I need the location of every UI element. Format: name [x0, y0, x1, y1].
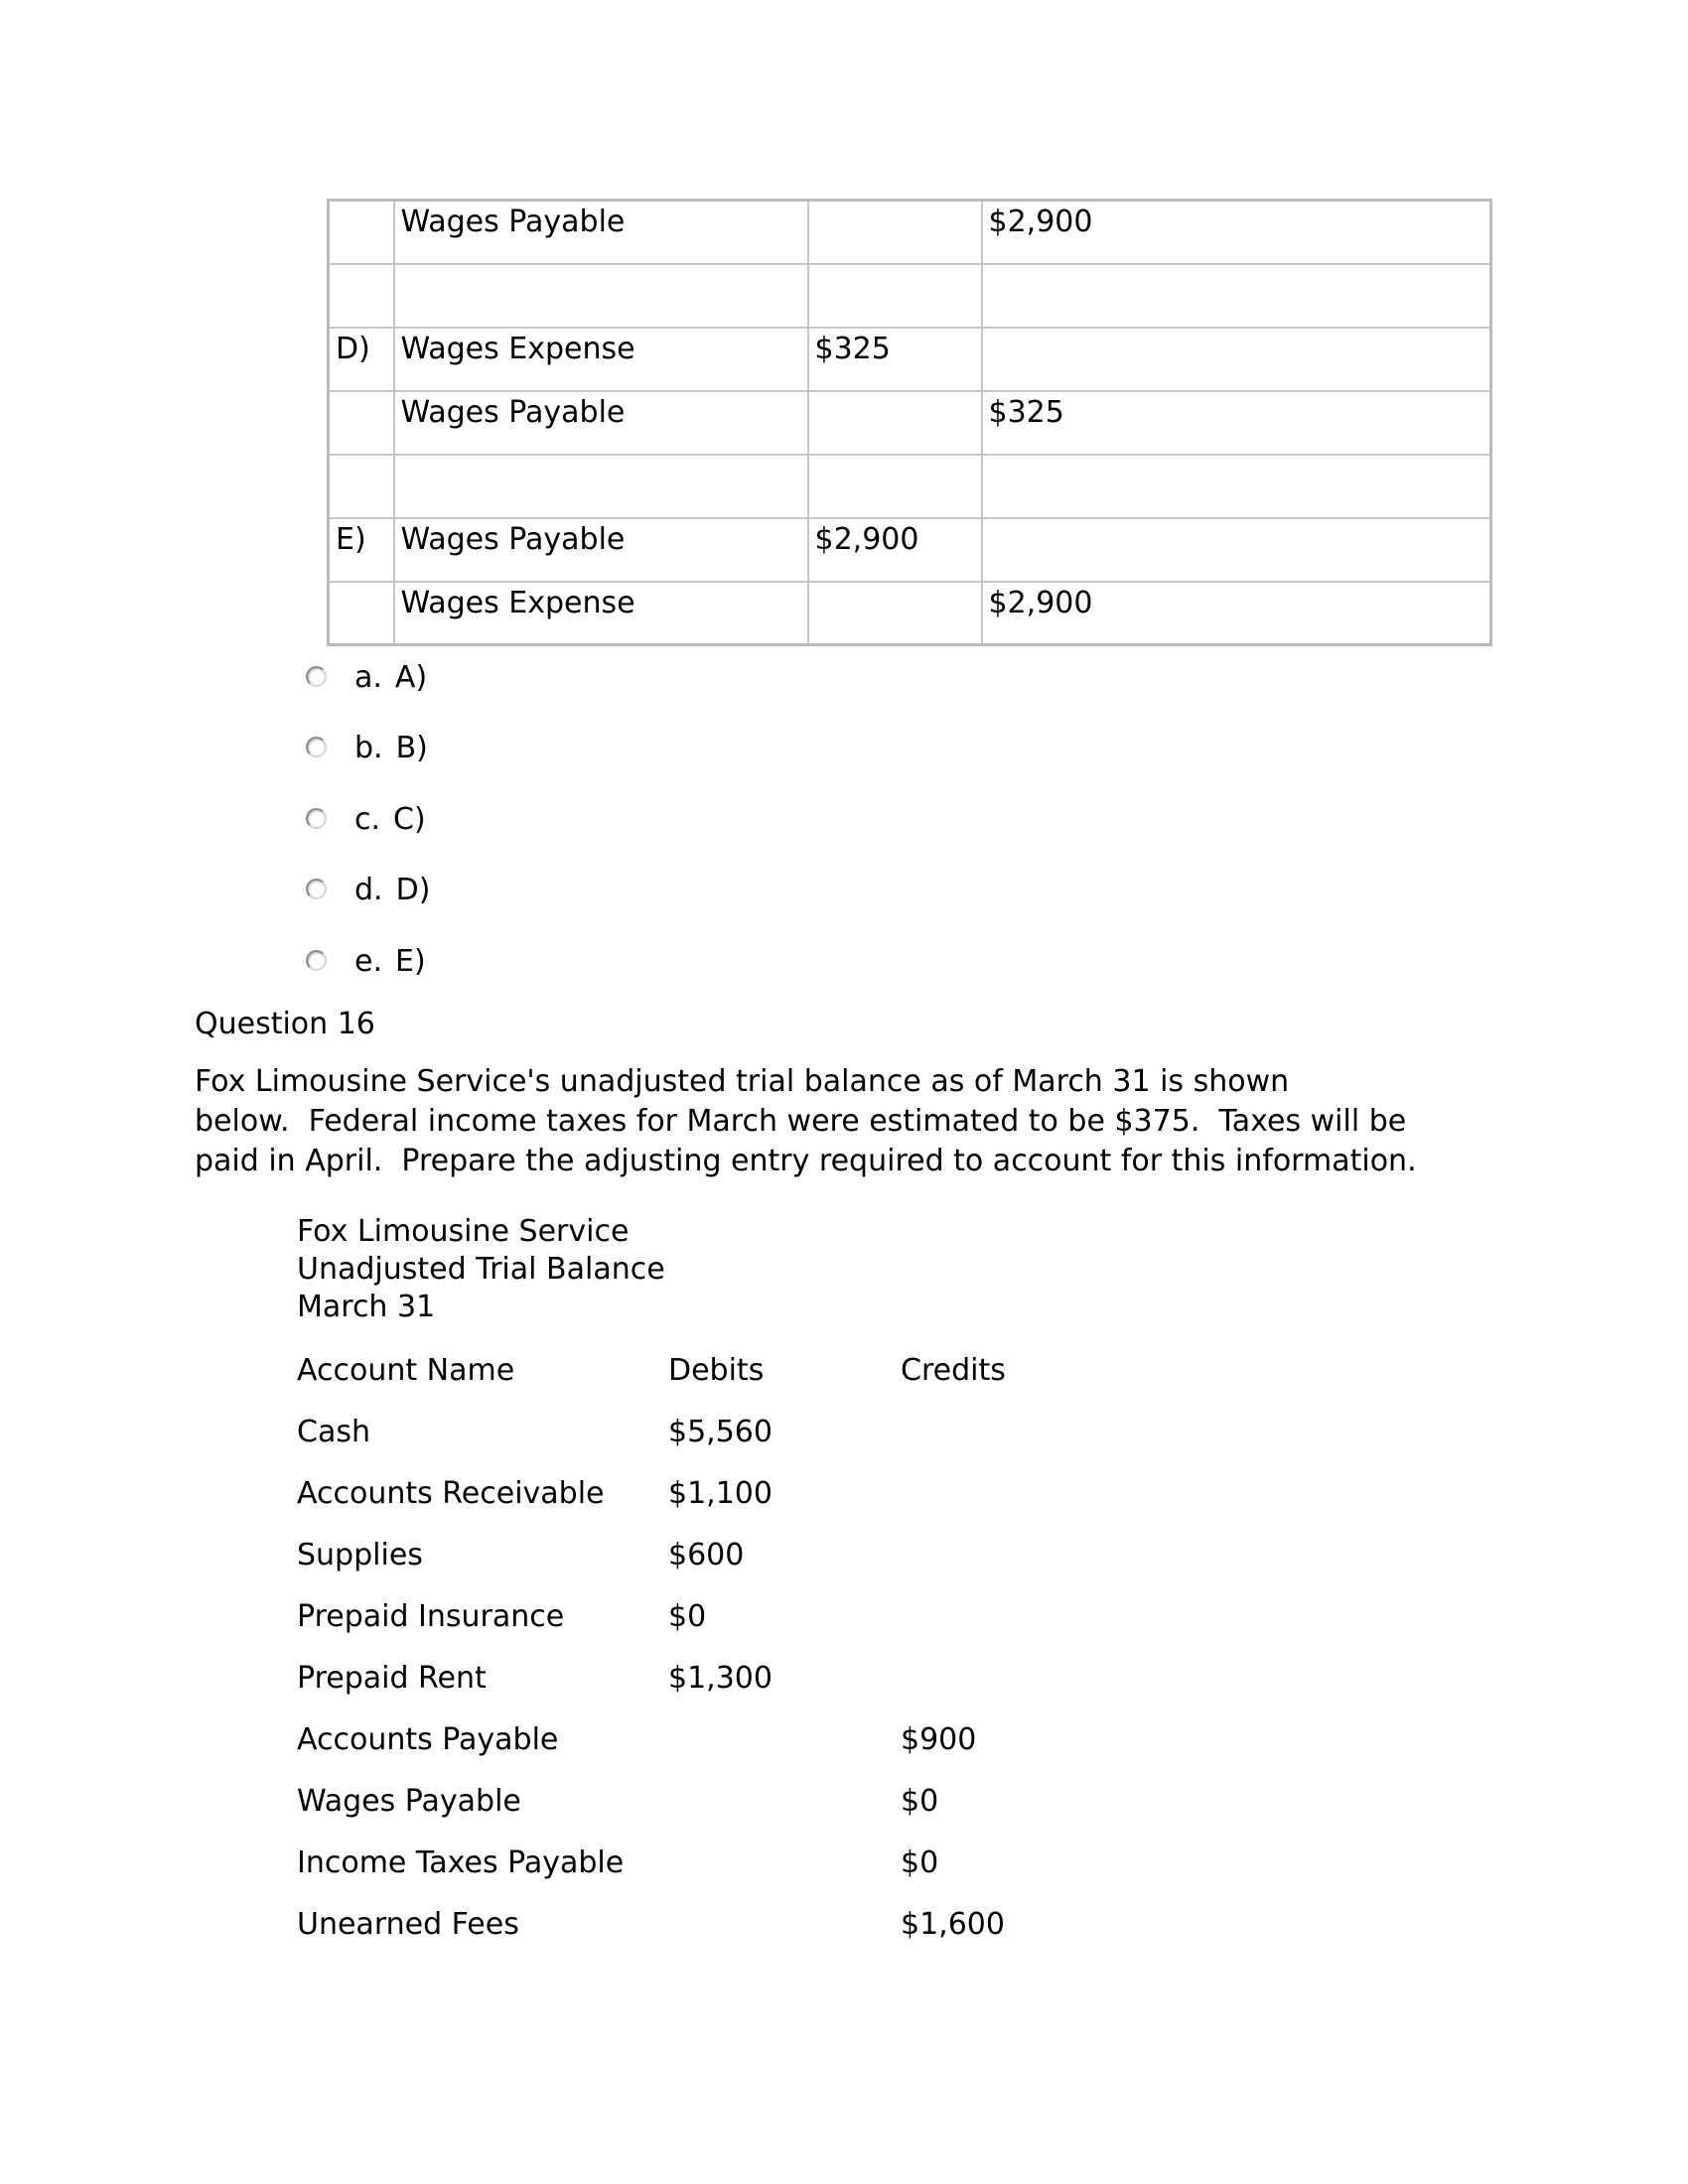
journal-cell-account [394, 264, 808, 328]
question-text [195, 1062, 1417, 1181]
table-row [329, 391, 1491, 455]
radio-button-option-b[interactable] [306, 737, 327, 757]
tb-col-credits: Credits [901, 1353, 1006, 1388]
trial-balance-company: Fox Limousine Service [297, 1214, 630, 1249]
tb-col-debits: Debits [668, 1353, 765, 1388]
tb-debit: $5,560 [668, 1415, 773, 1449]
tb-debit: $0 [668, 1599, 707, 1634]
table-row [329, 201, 1491, 264]
tb-row-cash [297, 1415, 1389, 1476]
tb-credit: $0 [901, 1784, 939, 1819]
tb-credit: $0 [901, 1845, 939, 1880]
journal-cell-debit: $2,900 [808, 518, 982, 582]
tb-account: Cash [297, 1415, 370, 1449]
option-label: E) [395, 944, 426, 979]
journal-cell-account [394, 455, 808, 518]
journal-cell-credit: $2,900 [982, 201, 1491, 264]
option-letter: b. [354, 731, 383, 765]
journal-cell-account: Wages Expense [394, 328, 808, 391]
tb-account: Supplies [297, 1538, 423, 1572]
trial-balance-statement: Unadjusted Trial Balance [297, 1252, 665, 1287]
journal-cell-credit: $325 [982, 391, 1491, 455]
option-label: B) [395, 731, 428, 765]
tb-credit: $1,600 [901, 1907, 1005, 1942]
option-letter: c. [354, 802, 381, 837]
tb-row-accounts-receivable [297, 1476, 1389, 1538]
answer-option-b [306, 731, 428, 766]
journal-cell-debit [808, 391, 982, 455]
trial-balance-table [297, 1353, 1389, 1969]
journal-cell-option-label [329, 582, 394, 645]
answer-option-c [306, 802, 426, 838]
tb-account: Prepaid Rent [297, 1661, 487, 1696]
option-letter: e. [354, 944, 382, 979]
question-text-line: paid in April. Prepare the adjusting entry required to account for this information. [195, 1144, 1417, 1178]
tb-row-prepaid-rent [297, 1661, 1389, 1722]
journal-cell-debit: $325 [808, 328, 982, 391]
radio-button-option-e[interactable] [306, 950, 327, 971]
option-letter: d. [354, 873, 383, 907]
answer-option-a [306, 660, 427, 696]
journal-cell-option-label: E) [329, 518, 394, 582]
tb-account: Prepaid Insurance [297, 1599, 565, 1634]
tb-row-wages-payable [297, 1784, 1389, 1845]
journal-cell-credit [982, 455, 1491, 518]
tb-row-prepaid-insurance [297, 1599, 1389, 1661]
journal-cell-account: Wages Payable [394, 518, 808, 582]
table-row [329, 455, 1491, 518]
journal-cell-option-label [329, 201, 394, 264]
table-row [329, 328, 1491, 391]
journal-cell-debit [808, 455, 982, 518]
tb-row-supplies [297, 1538, 1389, 1599]
journal-cell-account: Wages Expense [394, 582, 808, 645]
trial-balance-date: March 31 [297, 1290, 436, 1324]
journal-cell-option-label [329, 455, 394, 518]
tb-account: Income Taxes Payable [297, 1845, 625, 1880]
tb-col-account-name: Account Name [297, 1353, 515, 1388]
table-row [329, 518, 1491, 582]
tb-account: Accounts Payable [297, 1722, 559, 1757]
tb-debit: $600 [668, 1538, 745, 1572]
journal-cell-account: Wages Payable [394, 391, 808, 455]
journal-cell-credit [982, 264, 1491, 328]
trial-balance-title [297, 1213, 665, 1326]
radio-button-option-c[interactable] [306, 808, 327, 829]
question-text-line: below. Federal income taxes for March were estimated to be $375. Taxes will be [195, 1104, 1407, 1139]
journal-entries-table [327, 199, 1492, 646]
option-label: A) [394, 660, 428, 695]
table-row [329, 264, 1491, 328]
option-label: C) [393, 802, 426, 837]
tb-account: Wages Payable [297, 1784, 521, 1819]
journal-cell-debit [808, 582, 982, 645]
journal-cell-option-label [329, 391, 394, 455]
journal-cell-credit [982, 328, 1491, 391]
journal-cell-credit: $2,900 [982, 582, 1491, 645]
option-label: D) [395, 873, 431, 907]
question-text-line: Fox Limousine Service's unadjusted trial balance as of March 31 is shown [195, 1064, 1290, 1099]
tb-debit: $1,300 [668, 1661, 773, 1696]
question-heading: Question 16 [195, 1007, 375, 1041]
tb-account: Unearned Fees [297, 1907, 519, 1942]
tb-row-income-taxes-payable [297, 1845, 1389, 1907]
journal-cell-debit [808, 264, 982, 328]
tb-credit: $900 [901, 1722, 977, 1757]
option-letter: a. [354, 660, 382, 695]
journal-cell-credit [982, 518, 1491, 582]
journal-cell-option-label: D) [329, 328, 394, 391]
table-row [329, 582, 1491, 645]
answer-option-d [306, 873, 430, 908]
answer-option-e [306, 944, 426, 980]
radio-button-option-a[interactable] [306, 666, 327, 687]
tb-row-unearned-fees [297, 1907, 1389, 1969]
radio-button-option-d[interactable] [306, 879, 327, 899]
journal-cell-debit [808, 201, 982, 264]
journal-cell-option-label [329, 264, 394, 328]
journal-cell-account: Wages Payable [394, 201, 808, 264]
trial-balance-header-row [297, 1353, 1389, 1415]
tb-account: Accounts Receivable [297, 1476, 605, 1511]
tb-row-accounts-payable [297, 1722, 1389, 1784]
tb-debit: $1,100 [668, 1476, 773, 1511]
